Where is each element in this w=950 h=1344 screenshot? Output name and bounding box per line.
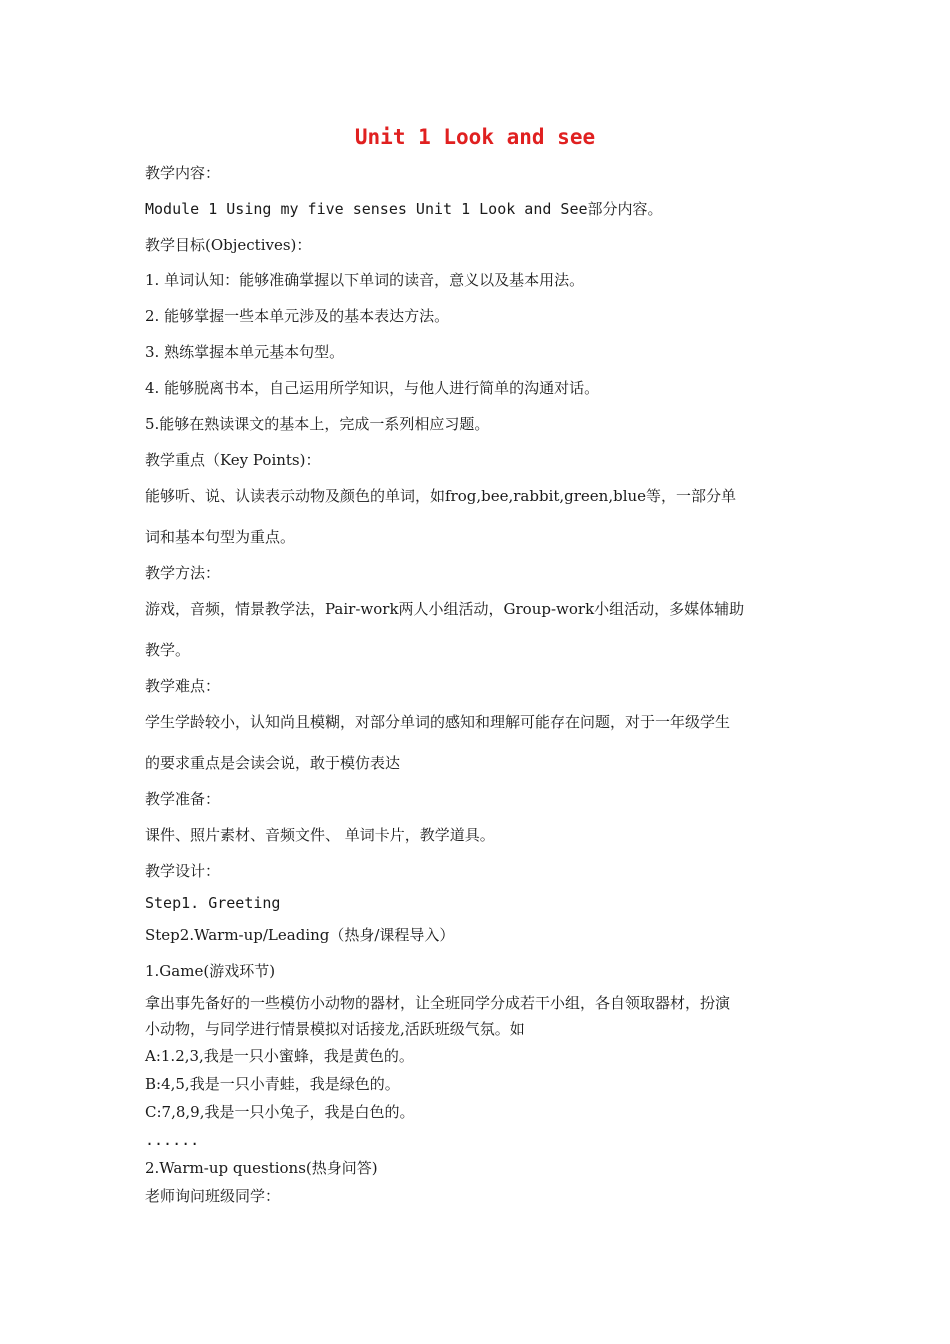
section-heading-preparation: 教学准备： — [145, 790, 221, 808]
section-heading-objectives: 教学目标(Objectives)： — [145, 236, 312, 254]
dialogue-line: C:7,8,9,我是一只小兔子，我是白色的。 — [145, 1103, 415, 1121]
objective-item: 2. 能够掌握一些本单元涉及的基本表达方法。 — [145, 307, 450, 325]
objective-item: 3. 熟练掌握本单元基本句型。 — [145, 343, 345, 361]
paragraph-line: 的要求重点是会读会说，敢于模仿表达 — [145, 754, 401, 772]
objective-item: 4. 能够脱离书本，自己运用所学知识，与他人进行简单的沟通对话。 — [145, 379, 600, 397]
dialogue-line: B:4,5,我是一只小青蛙，我是绿色的。 — [145, 1075, 400, 1093]
subsection-heading: 2.Warm-up questions(热身问答) — [145, 1159, 378, 1177]
section-heading-design: 教学设计： — [145, 862, 221, 880]
paragraph-line: 学生学龄较小，认知尚且模糊，对部分单词的感知和理解可能存在问题，对于一年级学生 — [145, 713, 731, 731]
paragraph-line: Module 1 Using my five senses Unit 1 Look and See部分内容。 — [145, 200, 663, 218]
subsection-heading: 1.Game(游戏环节) — [145, 962, 276, 980]
ellipsis-line: ...... — [145, 1131, 200, 1149]
paragraph-line: 能够听、说、认读表示动物及颜色的单词，如frog,bee,rabbit,green,blue等，一部分单 — [145, 487, 737, 505]
section-heading-methods: 教学方法： — [145, 564, 221, 582]
paragraph-line: 小动物，与同学进行情景模拟对话接龙,活跃班级气氛。如 — [145, 1020, 525, 1038]
section-heading-difficulties: 教学难点： — [145, 677, 221, 695]
paragraph-line: 教学。 — [145, 641, 191, 659]
objective-item: 1. 单词认知：能够准确掌握以下单词的读音，意义以及基本用法。 — [145, 271, 585, 289]
paragraph-line: 老师询问班级同学： — [145, 1187, 281, 1205]
step-heading: Step1. Greeting — [145, 894, 281, 912]
paragraph-line: 课件、照片素材、音频文件、 单词卡片，教学道具。 — [145, 826, 495, 844]
section-heading-content: 教学内容： — [145, 164, 221, 182]
paragraph-line: 游戏，音频，情景教学法，Pair-work两人小组活动，Group-work小组活动，多媒体辅助 — [145, 600, 745, 618]
paragraph-line: 词和基本句型为重点。 — [145, 528, 296, 546]
dialogue-line: A:1.2,3,我是一只小蜜蜂，我是黄色的。 — [145, 1047, 414, 1065]
paragraph-line: 拿出事先备好的一些模仿小动物的器材，让全班同学分成若干小组，各自领取器材，扮演 — [145, 994, 731, 1012]
section-heading-key-points: 教学重点（Key Points)： — [145, 451, 321, 469]
objective-item: 5.能够在熟读课文的基本上，完成一系列相应习题。 — [145, 415, 490, 433]
step-heading: Step2.Warm-up/Leading（热身/课程导入） — [145, 926, 455, 944]
document-title: Unit 1 Look and see — [354, 125, 596, 149]
